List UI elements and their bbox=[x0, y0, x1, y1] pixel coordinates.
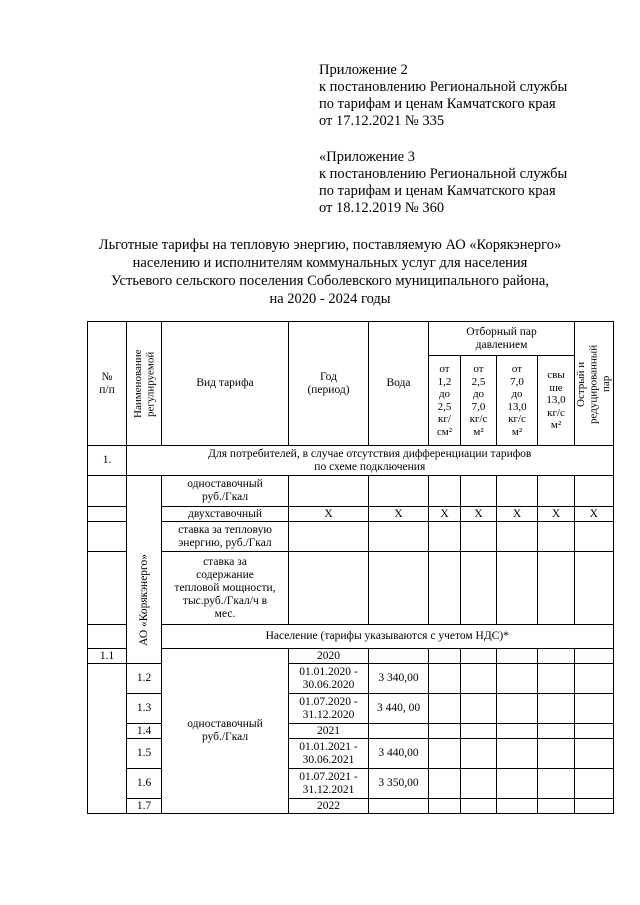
water-cell bbox=[369, 724, 429, 739]
table-cell bbox=[88, 522, 127, 552]
org-name-cell: АО «Корякэнерго» bbox=[127, 476, 162, 664]
appendix-2-title: Приложение 2 bbox=[319, 62, 408, 78]
appendix-3-line: к постановлению Региональной службы bbox=[319, 166, 568, 182]
org-spacer bbox=[88, 694, 127, 724]
header-year: Год (период) bbox=[289, 322, 369, 446]
org-spacer bbox=[88, 724, 127, 739]
water-cell: 3 340,00 bbox=[369, 664, 429, 694]
water-cell: 3 440,00 bbox=[369, 739, 429, 769]
title-line: населению и исполнителям коммунальных услуг для населения bbox=[132, 255, 528, 271]
appendix-2-header bbox=[319, 62, 567, 130]
single-rate-population-label: одноставочный руб./Гкал bbox=[162, 649, 289, 814]
appendix-3-title: «Приложение 3 bbox=[319, 149, 415, 165]
table-cell bbox=[88, 476, 127, 507]
row-num: 1.3 bbox=[127, 694, 162, 724]
row-num: 1.2 bbox=[127, 664, 162, 694]
header-num: № п/п bbox=[88, 322, 127, 446]
header-tariff-type: Вид тарифа bbox=[162, 322, 289, 446]
appendix-2-date: от 17.12.2021 № 335 bbox=[319, 113, 445, 129]
period-cell: 01.07.2020 - 31.12.2020 bbox=[289, 694, 369, 724]
header-steam-1: от 1,2 до 2,5 кг/ см² bbox=[429, 356, 461, 446]
row-num: 1.6 bbox=[127, 769, 162, 799]
title-line: на 2020 - 2024 годы bbox=[269, 291, 391, 307]
appendix-2-line: к постановлению Региональной службы bbox=[319, 79, 568, 95]
period-cell: 2021 bbox=[289, 724, 369, 739]
table-cell bbox=[88, 552, 127, 625]
row-num: 1.4 bbox=[127, 724, 162, 739]
period-cell: 2022 bbox=[289, 799, 369, 814]
appendix-3-date: от 18.12.2019 № 360 bbox=[319, 200, 445, 216]
header-water: Вода bbox=[369, 322, 429, 446]
row-num: 1.1 bbox=[88, 649, 127, 664]
org-spacer bbox=[88, 664, 127, 694]
table-cell bbox=[88, 625, 127, 649]
header-org: Наименование регулируемой bbox=[127, 322, 162, 446]
header-steam-3: от 7,0 до 13,0 кг/с м² bbox=[497, 356, 538, 446]
two-part-label: двухставочный bbox=[162, 507, 289, 522]
water-cell: 3 350,00 bbox=[369, 769, 429, 799]
water-cell: 3 440, 00 bbox=[369, 694, 429, 724]
header-steam-2: от 2,5 до 7,0 кг/с м² bbox=[461, 356, 497, 446]
header-steam-group: Отборный пар давлением bbox=[429, 322, 575, 356]
water-cell bbox=[369, 799, 429, 814]
header-steam-4: свы ше 13,0 кг/с м² bbox=[538, 356, 575, 446]
org-spacer bbox=[88, 739, 127, 769]
table-cell bbox=[88, 507, 127, 522]
population-row: Население (тарифы указываются с учетом НДС)* bbox=[162, 625, 614, 649]
energy-rate-label: ставка за тепловую энергию, руб./Гкал bbox=[162, 522, 289, 552]
period-cell: 01.07.2021 - 31.12.2021 bbox=[289, 769, 369, 799]
row-num: 1.7 bbox=[127, 799, 162, 814]
row-num: 1.5 bbox=[127, 739, 162, 769]
section-num: 1. bbox=[88, 446, 127, 476]
appendix-3-line: по тарифам и ценам Камчатского края bbox=[319, 183, 556, 199]
period-cell: 01.01.2021 - 30.06.2021 bbox=[289, 739, 369, 769]
tariff-table: № п/п Наименование регулируемой Вид тарифа Год (период) Вода Отборный пар давлением Острый и редуцированный пар от 1,2 до 2,5 кг/ см² от 2,5 до 7,0 кг/с м² от 7,0 до 13,0 кг/с м² свы ше 13,0 кг/с м² 1. Для потребителей, в случае отсутствия дифференциации тарифов по схеме подключения АО «Корякэнерго» одноставочный руб./Гкал двухставочный Х Х Х Х Х Х Х ставка за тепловую энергию, руб./Гкал ставка за содержание тепловой мощности, тыс.руб./Гкал/ч в мес. Население (тарифы указываются с учетом НДС)* 1.1 одноставочный руб./Гкал 2020 1.2 01.01.2020 - 30.06.2020 3 340,00 1.3 01.07.2020 - 31.12.2020 3 440, 00 1.4 2021 1.5 01.01.2021 - 30.06.2021 3 440,00 1.6 01.07.2021 - 31.12.2021 3 350,00 1.7 2022 bbox=[87, 321, 614, 814]
appendix-2-line: по тарифам и ценам Камчатского края bbox=[319, 96, 556, 112]
appendix-3-header bbox=[319, 149, 567, 217]
capacity-rate-label: ставка за содержание тепловой мощности, тыс.руб./Гкал/ч в мес. bbox=[162, 552, 289, 625]
title-line: Льготные тарифы на тепловую энергию, поставляемую АО «Корякэнерго» bbox=[98, 237, 562, 253]
water-cell bbox=[369, 649, 429, 664]
header-sharp-steam: Острый и редуцированный пар bbox=[575, 322, 614, 446]
document-title bbox=[60, 236, 600, 308]
period-cell: 01.01.2020 - 30.06.2020 bbox=[289, 664, 369, 694]
title-line: Устьевого сельского поселения Соболевского муниципального района, bbox=[111, 273, 549, 289]
single-rate-label: одноставочный руб./Гкал bbox=[162, 476, 289, 507]
org-spacer bbox=[88, 799, 127, 814]
org-spacer bbox=[88, 769, 127, 799]
period-cell: 2020 bbox=[289, 649, 369, 664]
section-title: Для потребителей, в случае отсутствия дифференциации тарифов по схеме подключения bbox=[127, 446, 614, 476]
